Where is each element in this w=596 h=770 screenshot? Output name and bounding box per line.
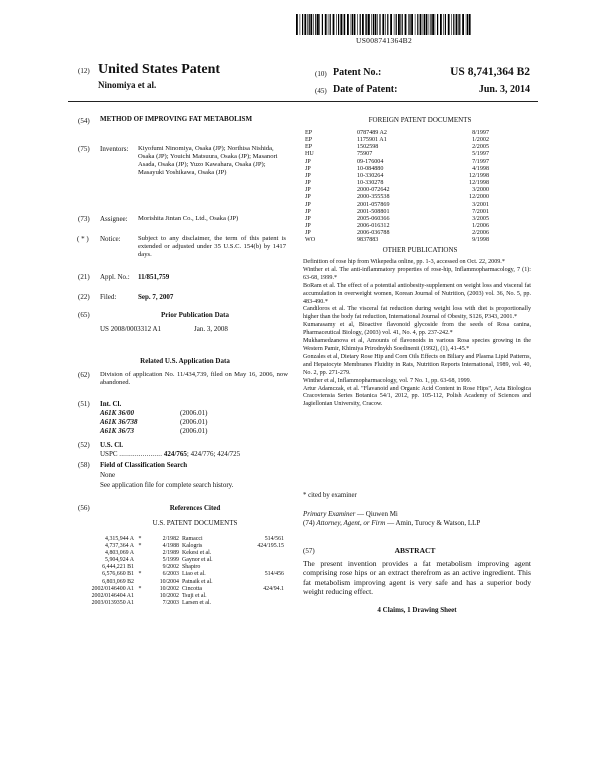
field-label: Field of Classification Search: [100, 461, 188, 469]
prior-heading: Prior Publication Data: [161, 311, 229, 319]
cited-by-note: * cited by examiner: [303, 492, 357, 499]
barcode-bar: [459, 14, 460, 35]
filed-code: (22): [78, 293, 90, 301]
foreign-doc-number: 2000-355538: [357, 194, 390, 201]
us-doc-name: Kekesi et al.: [182, 550, 212, 557]
us-doc-number: 4,803,069 A: [105, 550, 134, 557]
us-doc-class: [220, 600, 284, 607]
primary-examiner-label: Primary Examiner: [303, 510, 356, 518]
us-doc-row: [82, 600, 284, 607]
barcode-bar: [396, 14, 397, 35]
refs-code: (56): [78, 504, 90, 512]
barcode-bar: [310, 14, 312, 35]
other-publication: Candiloros et al. The visceral fat reduction during weight loss with diet is proportionally higher than the body fat reduction, International Journal of Obesity, S126, P343, 2001.*: [303, 306, 531, 321]
us-doc-name: Gaynor et al.: [182, 557, 213, 564]
us-doc-row: [82, 557, 284, 564]
foreign-doc-date: 3/2000: [472, 187, 489, 194]
barcode-bar: [390, 14, 392, 35]
foreign-doc-country: JP: [305, 158, 311, 165]
intcl-row: [100, 409, 207, 418]
foreign-doc-number: 9837883: [357, 237, 379, 244]
foreign-doc-date: 1/2006: [472, 223, 489, 230]
us-doc-star: [134, 557, 146, 564]
us-doc-row: [82, 571, 284, 578]
foreign-doc-number: 10-330278: [357, 180, 384, 187]
intcl-class: A61K 36/00: [100, 409, 135, 417]
foreign-heading: FOREIGN PATENT DOCUMENTS: [368, 116, 472, 124]
us-doc-star: [134, 564, 146, 571]
us-doc-star: [134, 593, 146, 600]
foreign-doc-date: 2/2006: [472, 230, 489, 237]
barcode-bar: [432, 14, 434, 35]
barcode-bar: [343, 14, 344, 35]
barcode-bar: [296, 14, 298, 35]
barcode-bar: [354, 14, 356, 35]
barcode-bar: [375, 14, 377, 35]
us-doc-row: [82, 586, 284, 593]
patent-title: METHOD OF IMPROVING FAT METABOLISM: [100, 115, 253, 123]
us-doc-name: Larsen et al.: [182, 599, 211, 606]
attorney-line: (74) Attorney, Agent, or Firm — Amin, Turocy & Watson, LLP: [303, 519, 481, 527]
barcode-bar: [352, 14, 353, 35]
foreign-doc-number: 0787489 A2: [357, 130, 387, 136]
foreign-doc-date: 1/2002: [472, 137, 489, 144]
us-doc-class: 424/195.15: [257, 543, 284, 550]
barcode-bar: [435, 14, 436, 35]
assignee-label: Assignee:: [100, 215, 128, 223]
foreign-doc-row: [305, 209, 489, 216]
foreign-doc-row: [305, 130, 489, 137]
foreign-doc-number: 10-330264: [357, 172, 384, 179]
barcode-bar: [368, 14, 370, 35]
us-doc-row: [82, 543, 284, 550]
us-doc-number: 6,803,069 B2: [102, 578, 134, 585]
barcode-bar: [456, 14, 458, 35]
barcode-bar: [417, 14, 418, 35]
barcode-bar: [336, 14, 337, 35]
barcode-bar: [377, 14, 378, 35]
barcode-bar: [366, 14, 367, 35]
us-doc-date: 10/2002: [159, 585, 179, 592]
foreign-doc-row: [305, 137, 489, 144]
us-doc-name: Cincotta: [182, 585, 202, 592]
appl-number: 11/851,759: [138, 273, 170, 281]
uspc-primary: 424/765: [163, 450, 187, 458]
us-doc-date: 2/1989: [162, 550, 179, 557]
foreign-doc-row: [305, 151, 489, 158]
barcode-bar: [307, 14, 308, 35]
barcode-bar: [440, 14, 442, 35]
us-doc-class: [220, 564, 284, 571]
barcode-bar: [328, 14, 329, 35]
barcode-bar: [371, 14, 372, 35]
barcode-bar: [405, 14, 407, 35]
barcode-bar: [394, 14, 395, 35]
intcl-class: A61K 36/738: [100, 418, 138, 426]
foreign-doc-country: HU: [305, 151, 314, 158]
barcode-bar: [338, 14, 339, 35]
document-number: US008741364B2: [356, 36, 412, 45]
barcode-bar: [347, 14, 349, 35]
us-doc-number: 6,444,221 B1: [102, 564, 134, 571]
other-publication: Winther et al. The anti-inflammatory properties of rose-hip, Inflammopharmacology, 7 (1): 63-68, 1999.*: [303, 266, 531, 281]
us-doc-date: 2/1982: [162, 536, 179, 542]
attorney-name: Amin, Turocy & Watson, LLP: [395, 519, 481, 527]
related-text: Division of application No. 11/434,739, filed on May 16, 2006, now abandoned.: [100, 371, 288, 386]
inventor-short: Ninomiya et al.: [98, 80, 157, 90]
other-pubs-list: [303, 259, 531, 409]
prior-publication: US 2008/0003312 A1: [100, 325, 162, 333]
barcode-bar: [340, 14, 342, 35]
other-publication: Gonzales et al, Dietary Rose Hip and Corn Oils Effects on Biliary and Plasma Lipid Patterns, and Hepatocyte Membranes Fluidity in Rats, Nutrition Reports International, 1989, vol. 40, No. 2, pp. 271-279.: [303, 353, 531, 376]
foreign-doc-date: 9/1998: [472, 237, 489, 244]
barcode-bar: [443, 14, 444, 35]
foreign-doc-row: [305, 180, 489, 187]
foreign-doc-row: [305, 173, 489, 180]
barcode-bar: [373, 14, 374, 35]
us-doc-star: [134, 579, 146, 586]
us-doc-class: 514/561: [264, 536, 284, 542]
barcode-bar: [458, 14, 459, 35]
foreign-doc-date: 3/2001: [472, 201, 489, 208]
barcode-bar: [420, 14, 422, 35]
primary-examiner-name: Qiuwen Mi: [365, 510, 398, 518]
title-code: (54): [78, 117, 90, 125]
foreign-doc-country: JP: [305, 187, 311, 194]
barcode-bar: [317, 14, 319, 35]
foreign-doc-country: JP: [305, 194, 311, 201]
notice-label: Notice:: [100, 235, 121, 243]
barcode-bar: [466, 14, 467, 35]
field-see: See application file for complete search history.: [100, 481, 234, 489]
barcode-bar: [429, 14, 430, 35]
us-docs-heading: U.S. PATENT DOCUMENTS: [152, 519, 238, 527]
other-publication: BoRam et al. The effect of a potential antiobesity-supplement on weight loss and visceral fat accumulation in overweight women, Korean Journal of Nutrition, (2003) vol. 36, No. 5, pp. 483-490.*: [303, 282, 531, 305]
foreign-doc-country: JP: [305, 223, 311, 230]
prior-code: (65): [78, 311, 90, 319]
foreign-doc-country: JP: [305, 201, 311, 208]
us-doc-name: Shapiro: [182, 564, 201, 571]
barcode-bar: [451, 14, 452, 35]
us-doc-row: [82, 579, 284, 586]
barcode-bar: [379, 14, 380, 35]
other-publication: Winther et al, Inflammopharmacology, vol. 7 No. 1, pp. 63-68, 1999.: [303, 377, 472, 384]
barcode-bar: [382, 14, 384, 35]
foreign-doc-country: EP: [305, 130, 313, 136]
other-publication: Artur Adamczak, et al. "Flavanoid and Organic Acid Content in Rose Hips", Acta Biologica Cracoviensia Series Botanica 54/1, 2012, pp. 105-112, Polish Academy of Sciences and Jagiellonian University, Cracow.: [303, 385, 531, 408]
barcode-bar: [357, 14, 358, 35]
us-doc-number: 2003/0139350 A1: [91, 599, 134, 606]
us-doc-class: [220, 593, 284, 600]
field-none: None: [100, 471, 116, 479]
us-doc-star: *: [138, 536, 142, 542]
barcode-bar: [322, 14, 323, 35]
foreign-doc-row: [305, 216, 489, 223]
foreign-doc-date: 2/2005: [472, 144, 489, 151]
uspc-label: USPC: [100, 450, 118, 458]
patent-number: US 8,741,364 B2: [450, 66, 530, 78]
barcode-bar: [398, 14, 400, 35]
field-code: (58): [78, 461, 90, 469]
us-doc-row: [82, 536, 284, 543]
date-code: (45): [315, 87, 327, 95]
foreign-doc-number: 1502598: [357, 144, 379, 151]
notice-text: Subject to any disclaimer, the term of this patent is extended or adjusted under 35 U.S.C. 154(b) by 1417 days.: [138, 235, 286, 258]
patent-no-code: (10): [315, 70, 327, 78]
refs-heading: References Cited: [169, 504, 221, 512]
filed-date: Sep. 7, 2007: [138, 293, 174, 301]
us-doc-row: [82, 564, 284, 571]
us-doc-number: 6,576,660 B1: [102, 571, 134, 578]
us-doc-date: 10/2004: [159, 578, 179, 585]
abstract-text: The present invention provides a fat metabolism improving agent comprising rose hips or an extract therefrom as an active ingredient. This fat metabolism improving agent is very safe and has a superior body weight reducing effect.: [303, 559, 531, 597]
us-doc-date: 5/1999: [162, 557, 179, 564]
barcode-bar: [360, 14, 361, 35]
attorney-label: Attorney, Agent, or Firm: [316, 519, 386, 527]
us-doc-name: Patnaik et al.: [182, 578, 213, 585]
foreign-doc-number: 2005-060366: [357, 215, 390, 222]
foreign-doc-date: 7/2001: [472, 208, 489, 215]
foreign-doc-date: 12/1998: [469, 172, 489, 179]
abstract-code: (57): [303, 547, 315, 555]
us-doc-number: 2002/0146404 A1: [91, 592, 134, 599]
us-doc-number: 4,315,944 A: [105, 536, 134, 542]
us-doc-name: Kalogris: [182, 543, 203, 550]
foreign-doc-row: [305, 223, 489, 230]
barcode-bar: [430, 14, 431, 35]
intcl-list: [100, 409, 207, 436]
country-code: (12): [78, 67, 90, 75]
appl-code: (21): [78, 273, 90, 281]
uscl-code: (52): [78, 441, 90, 449]
foreign-doc-row: [305, 230, 489, 237]
inventors-text: Kiyofumi Ninomiya, Osaka (JP); Norihisa Nishida, Osaka (JP); Youichi Matsuura, Osaka (JP); Masanori Asada, Osaka (JP); Yuzo Kawahara, Osaka (JP); Masayuki Yoshikawa, Osaka (JP): [138, 145, 278, 176]
us-doc-star: *: [138, 543, 142, 550]
foreign-doc-country: EP: [305, 137, 313, 144]
barcode-bar: [365, 14, 366, 35]
barcode-image: [296, 14, 472, 35]
intcl-label: Int. Cl.: [100, 400, 122, 408]
foreign-doc-country: JP: [305, 172, 311, 179]
assignee-code: (73): [78, 215, 90, 223]
inventors-code: (75): [78, 145, 90, 153]
barcode-bar: [344, 14, 345, 35]
barcode-bar: [333, 14, 335, 35]
barcode-bar: [453, 14, 454, 35]
patent-no-label: Patent No.:: [333, 67, 382, 78]
foreign-doc-number: 2001-508801: [357, 208, 390, 215]
barcode-bar: [304, 14, 306, 35]
us-doc-number: 2002/0146400 A1: [91, 585, 134, 592]
foreign-doc-number: 2000-072642: [357, 187, 390, 194]
barcode-bar: [400, 14, 401, 35]
foreign-doc-country: JP: [305, 215, 311, 222]
us-doc-date: 10/2002: [159, 592, 179, 599]
intcl-row: [100, 418, 207, 427]
other-pubs-heading: OTHER PUBLICATIONS: [382, 246, 458, 254]
foreign-doc-row: [305, 237, 489, 244]
foreign-doc-number: 2001-057869: [357, 201, 390, 208]
barcode-bar: [426, 14, 428, 35]
foreign-doc-number: 1175901 A1: [357, 137, 387, 144]
foreign-doc-row: [305, 202, 489, 209]
foreign-doc-date: 7/1997: [472, 158, 489, 165]
us-doc-star: *: [138, 571, 142, 578]
foreign-doc-country: JP: [305, 180, 311, 187]
attorney-code: (74): [303, 519, 315, 527]
barcode-bar: [351, 14, 352, 35]
barcode-bar: [445, 14, 446, 35]
us-doc-class: [220, 557, 284, 564]
foreign-doc-date: 12/2000: [469, 194, 489, 201]
foreign-doc-country: JP: [305, 165, 311, 172]
foreign-doc-row: [305, 166, 489, 173]
us-doc-date: 6/2003: [162, 571, 179, 578]
foreign-doc-number: 75907: [357, 151, 373, 158]
barcode-bar: [402, 14, 403, 35]
inventors-label: Inventors:: [100, 145, 129, 153]
other-publication: Mukhamedzanova et al, Amounts of flavonoids in various Rosa species growing in the Western Pamir, Khimiya Prirodnykh Soedinenii (1992), (1), 41-45.*: [303, 338, 531, 352]
abstract-heading: ABSTRACT: [394, 546, 436, 555]
foreign-doc-date: 12/1998: [469, 180, 489, 187]
foreign-doc-date: 8/1997: [472, 130, 489, 136]
barcode-bar: [302, 14, 303, 35]
foreign-doc-date: 5/1997: [472, 151, 489, 158]
intcl-class: A61K 36/73: [100, 427, 135, 435]
intcl-date: (2006.01): [180, 427, 208, 435]
barcode-bar: [387, 14, 388, 35]
barcode-bar: [309, 14, 310, 35]
us-doc-star: *: [138, 585, 142, 592]
barcode-bar: [467, 14, 468, 35]
us-doc-star: [134, 600, 146, 607]
us-doc-name: Tsuji et al.: [182, 592, 207, 599]
barcode-bar: [362, 14, 364, 35]
barcode-bar: [319, 14, 320, 35]
foreign-doc-country: EP: [305, 144, 313, 151]
appl-label: Appl. No.:: [100, 273, 130, 281]
barcode-bar: [448, 14, 450, 35]
uspc-line: [100, 450, 240, 458]
us-doc-name: Liao et al.: [182, 571, 206, 578]
us-doc-date: 9/2002: [162, 564, 179, 571]
barcode-bar: [462, 14, 464, 35]
foreign-doc-country: JP: [305, 230, 311, 237]
barcode-bar: [409, 14, 410, 35]
foreign-doc-country: WO: [305, 237, 316, 244]
header-rule: [68, 101, 538, 102]
barcode-bar: [313, 14, 314, 35]
foreign-doc-row: [305, 159, 489, 166]
us-doc-class: 514/456: [264, 571, 284, 578]
us-docs-list: [82, 536, 284, 607]
claims-summary: 4 Claims, 1 Drawing Sheet: [377, 606, 457, 614]
other-publication: Definition of rose hip from Wikepedia online, pp. 1-3, accessed on Oct. 22, 2009.*: [303, 259, 505, 265]
foreign-doc-row: [305, 144, 489, 151]
us-doc-class: [220, 579, 284, 586]
foreign-doc-number: 2006-036788: [357, 230, 390, 237]
barcode-bar: [315, 14, 316, 35]
intcl-row: [100, 427, 207, 436]
barcode-bar: [330, 14, 331, 35]
assignee-text: Morishita Jintan Co., Ltd., Osaka (JP): [138, 215, 239, 222]
us-doc-date: 4/1988: [162, 543, 179, 550]
prior-date: Jan. 3, 2008: [194, 325, 228, 333]
barcode-bar: [424, 14, 425, 35]
filed-label: Filed:: [100, 293, 117, 301]
foreign-doc-number: 10-084880: [357, 165, 384, 172]
intcl-date: (2006.01): [180, 418, 208, 426]
related-heading: Related U.S. Application Data: [140, 357, 230, 365]
notice-code: ( * ): [77, 235, 89, 243]
barcode-bar: [411, 14, 413, 35]
foreign-doc-row: [305, 194, 489, 201]
patent-type: United States Patent: [98, 62, 221, 77]
us-doc-row: [82, 550, 284, 557]
barcode-bar: [300, 14, 301, 35]
foreign-doc-date: 3/2005: [472, 215, 489, 222]
foreign-doc-date: 4/1998: [472, 165, 489, 172]
uscl-label: U.S. Cl.: [100, 441, 123, 449]
primary-examiner-line: Primary Examiner — Qiuwen Mi: [303, 510, 398, 518]
barcode-bar: [437, 14, 438, 35]
foreign-doc-row: [305, 187, 489, 194]
barcode-bar: [325, 14, 327, 35]
barcode-bar: [408, 14, 409, 35]
us-doc-number: 5,904,924 A: [105, 557, 134, 564]
us-doc-date: 7/2003: [162, 599, 179, 606]
us-doc-row: [82, 593, 284, 600]
barcode-bar: [423, 14, 424, 35]
us-doc-name: Ramacci: [182, 536, 203, 542]
foreign-doc-number: 2006-016312: [357, 223, 390, 230]
us-doc-star: [134, 550, 146, 557]
intcl-code: (51): [78, 400, 90, 408]
barcode-bar: [415, 14, 416, 35]
uspc-dots: ......................: [119, 450, 163, 458]
barcode-bar: [469, 14, 471, 35]
uspc-rest: ; 424/776; 424/725: [186, 450, 241, 458]
patent-date: Jun. 3, 2014: [478, 84, 530, 95]
foreign-doc-number: 09-176004: [357, 158, 384, 165]
foreign-doc-country: JP: [305, 208, 311, 215]
date-label: Date of Patent:: [333, 84, 398, 95]
us-doc-class: 424/94.1: [263, 585, 284, 592]
foreign-docs-list: [305, 130, 489, 245]
us-doc-number: 4,737,364 A: [105, 543, 134, 550]
other-publication: Kumarasamy et al, Bioactive flavonoid glycoside from the seeds of Rosa canina, Pharmaceutical Biology, (2003) vol. 41, No. 4, pp. 237-242.*: [303, 322, 531, 337]
us-doc-class: [220, 550, 284, 557]
barcode-bar: [385, 14, 386, 35]
related-code: (62): [78, 371, 90, 379]
intcl-date: (2006.01): [180, 409, 208, 417]
